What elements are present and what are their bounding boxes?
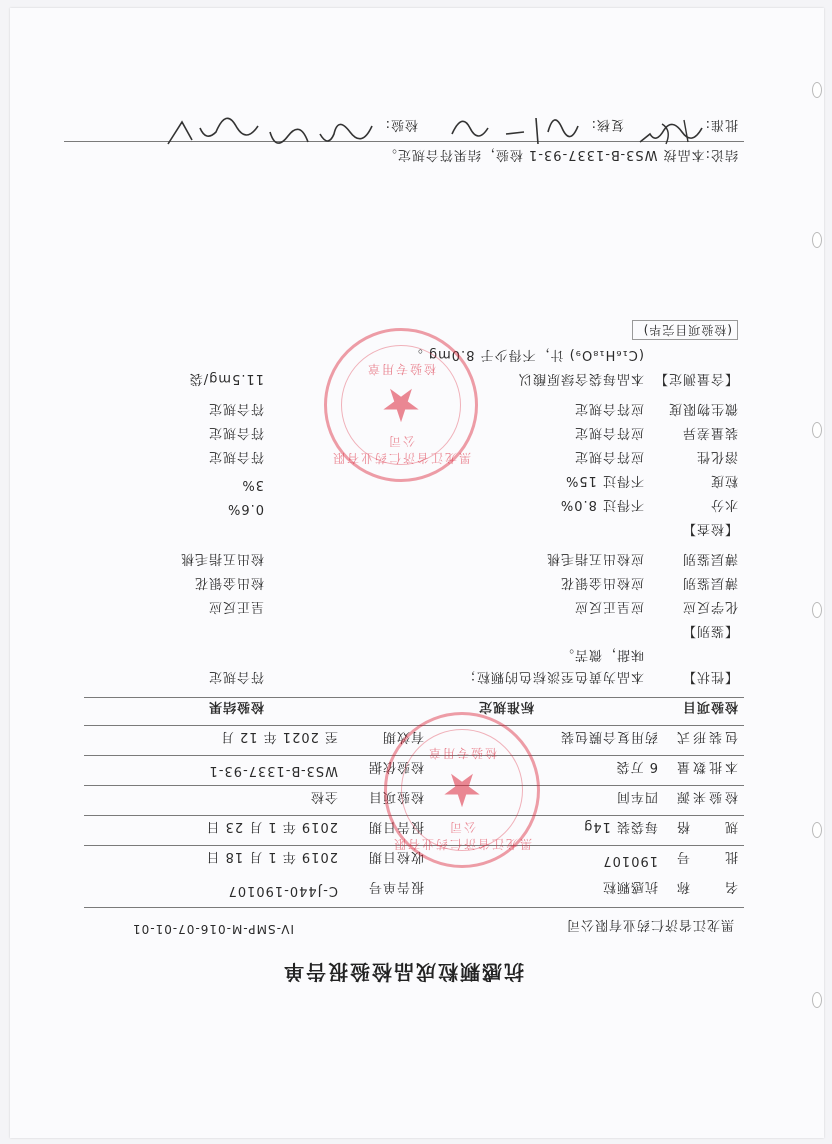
label-pack: 包装形式 — [673, 729, 738, 744]
label-spec: 规 格 — [673, 819, 738, 834]
assay-standard: 本品每袋含绿原酸以 — [517, 371, 644, 386]
table-row: 应符合规定 — [573, 401, 644, 416]
table-row: 应符合规定 — [573, 425, 644, 440]
rule — [84, 907, 744, 908]
label-source: 检验来源 — [673, 789, 738, 804]
col-result: 检验结果 — [207, 699, 264, 714]
paper-sheet — [10, 8, 824, 1138]
table-row: 应检出金银花 — [559, 575, 644, 590]
table-row: 薄层鉴别 — [681, 575, 738, 590]
value-basis: WS3-B-1337-93-1 — [208, 763, 338, 778]
check-title: 【检查】 — [681, 521, 738, 536]
table-row: 3% — [241, 477, 264, 492]
table-row: 溶化性 — [695, 449, 738, 464]
company-name: 黑龙江省济仁药业有限公司 — [565, 917, 734, 932]
value-batch: 190107 — [602, 853, 658, 868]
note-text: (检验项目完毕) — [642, 323, 732, 337]
approver-label: 批准: — [704, 117, 738, 132]
table-row: 检出金银花 — [193, 575, 264, 590]
value-name: 抗感颗粒 — [601, 879, 658, 894]
table-row: 化学反应 — [681, 599, 738, 614]
rule — [84, 725, 744, 726]
company-seal: 黑龙江省济仁药业有限公司 ★ 检验专用章 — [384, 712, 540, 868]
star-icon: ★ — [441, 763, 483, 817]
table-row: 粒度 — [709, 473, 738, 488]
inspector-label: 检验: — [384, 117, 418, 132]
label-basis: 检验依据 — [367, 759, 424, 774]
table-row: 检出五指毛桃 — [179, 551, 264, 566]
table-row: 不得过 8.0% — [559, 497, 644, 512]
table-row: 薄层鉴别 — [681, 551, 738, 566]
value-pack: 药用复合膜包装 — [559, 729, 658, 744]
identify-title: 【鉴别】 — [681, 623, 738, 638]
label-item: 检验项目 — [367, 789, 424, 804]
value-quantity: 6 万袋 — [615, 759, 658, 774]
traits-title: 【性状】 — [681, 669, 738, 684]
value-report-date: 2019 年 1 月 23 日 — [205, 819, 338, 834]
table-row: 符合规定 — [207, 449, 264, 464]
report-title: 抗感颗粒成品检验报告单 — [282, 960, 524, 984]
assay-title: 【含量测定】 — [653, 371, 738, 386]
star-icon: ★ — [380, 378, 422, 432]
label-report-no: 报告单号 — [367, 879, 424, 894]
traits-standard-2: 味甜，微苦。 — [559, 647, 644, 662]
conclusion-text: 结论:本品按 WS3-B-1337-93-1 检验，结果符合规定。 — [382, 147, 738, 162]
inspector-signature — [158, 112, 378, 152]
table-row: 应检出五指毛桃 — [545, 551, 644, 566]
value-expiry: 至 2021 年 12 月 — [219, 729, 338, 744]
reviewer-label: 复核: — [590, 117, 624, 132]
assay-result: 11.5mg/袋 — [188, 371, 264, 386]
table-row: 呈正反应 — [207, 599, 264, 614]
value-report-no: C-J440-190107 — [227, 883, 338, 898]
form-code: IV-SMP-M-016-07-01-01 — [131, 922, 294, 936]
label-recv-date: 收检日期 — [367, 849, 424, 864]
value-source: 四车间 — [615, 789, 658, 804]
table-row: 不得过 15% — [564, 473, 644, 488]
value-recv-date: 2019 年 1 月 18 日 — [205, 849, 338, 864]
traits-result: 符合规定 — [207, 669, 264, 684]
label-report-date: 报告日期 — [367, 819, 424, 834]
binding-holes — [810, 8, 824, 1138]
table-row: 应符合规定 — [573, 449, 644, 464]
table-row: 0.6% — [226, 501, 264, 516]
table-row: 符合规定 — [207, 401, 264, 416]
traits-standard: 本品为黄色至淡棕色的颗粒； — [461, 669, 644, 684]
inspection-seal: 黑龙江省济仁药业有限公司 ★ 检验专用章 — [324, 328, 478, 482]
table-row: 微生物限度 — [667, 401, 738, 416]
label-expiry: 有效期 — [381, 729, 424, 744]
approver-signature — [636, 118, 706, 148]
label-batch: 批 号 — [673, 849, 738, 864]
value-spec: 每袋装 14g — [583, 819, 658, 834]
label-quantity: 本批数量 — [673, 759, 738, 774]
value-item: 全检 — [309, 789, 338, 804]
col-standard: 标准规定 — [477, 699, 534, 714]
assay-standard-2: (C₁₆H₁₈O₉) 计，不得少于 8.0mg 。 — [408, 347, 644, 362]
table-row: 符合规定 — [207, 425, 264, 440]
table-row: 装量差异 — [681, 425, 738, 440]
reviewer-signature — [424, 114, 584, 154]
table-row: 应呈正反应 — [573, 599, 644, 614]
rule — [84, 697, 744, 698]
col-item: 检验项目 — [681, 699, 738, 714]
label-name: 名 称 — [673, 879, 738, 894]
table-row: 水分 — [709, 497, 738, 512]
